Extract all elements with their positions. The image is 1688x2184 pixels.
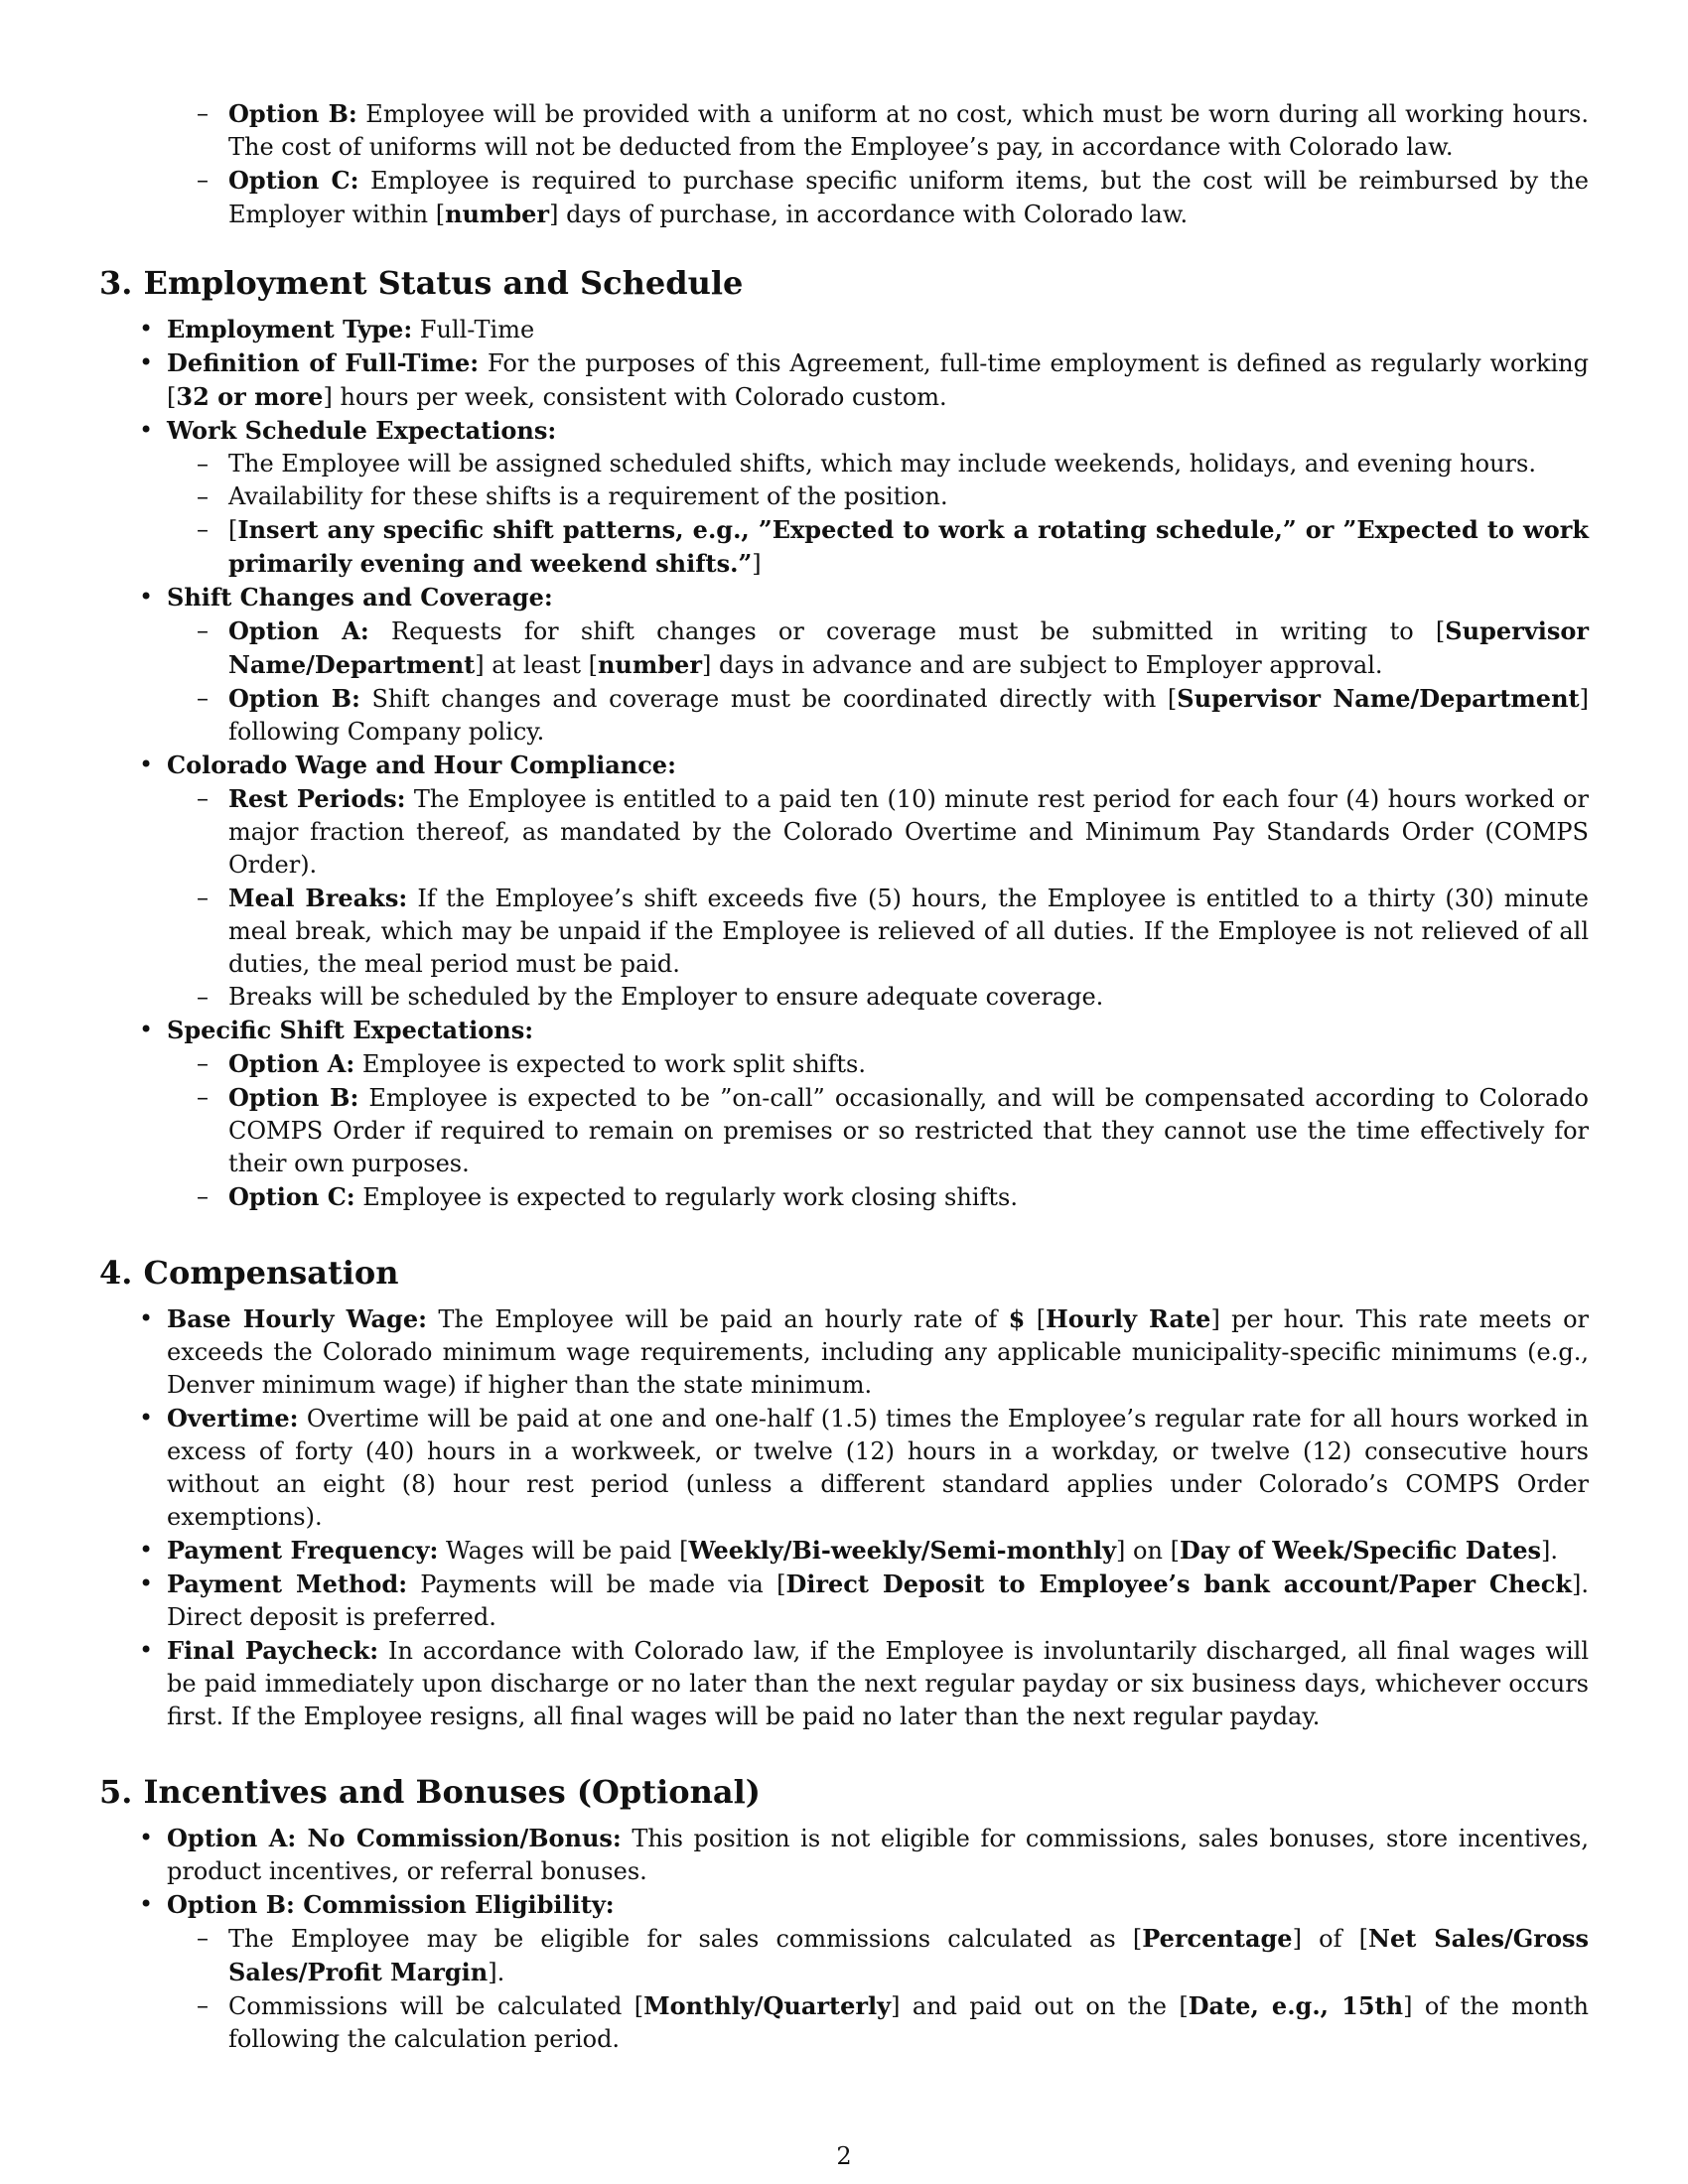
section-list — [99, 313, 1589, 1214]
text-run: Employee is expected to regularly work closing shifts. — [354, 1183, 1018, 1211]
text-run: Shift changes and coverage must be coordinated directly with [ — [359, 685, 1178, 713]
section-list — [99, 1302, 1589, 1733]
text-run: Wages will be paid [ — [438, 1537, 689, 1565]
text-run: ]. — [1540, 1537, 1558, 1565]
sub-bullet-item — [99, 1922, 1589, 1989]
text-run: The Employee may be eligible for sales commissions calculated as [ — [228, 1925, 1143, 1953]
sub-list — [99, 782, 1589, 1014]
bold-text: Option B: — [228, 1083, 359, 1112]
text-run: ] hours per week, consistent with Colorado custom. — [323, 383, 947, 411]
bold-text: Base Hourly Wage: — [167, 1304, 427, 1333]
bold-text: Net Sales/Gross Sales/Profit Margin — [228, 1924, 1589, 1986]
sub-bullet-item — [99, 1081, 1589, 1180]
bold-text: Payment Frequency: — [167, 1536, 439, 1565]
bold-text: Day of Week/Specific Dates — [1179, 1536, 1541, 1565]
text-run: Employee is required to purchase specific uniform items, but the cost will be reimbursed by the Employer within [ — [228, 167, 1589, 228]
section-heading: 3. Employment Status and Schedule — [99, 264, 744, 302]
text-run: In accordance with Colorado law, if the Employee is involuntarily discharged, all final wages will be paid immediately upon discharge or no later than the next regular payday or six business days, whichever occurs first. If the Employee resigns, all final wages will be paid no later than the next regular payday. — [167, 1637, 1590, 1730]
text-run: Availability for these shifts is a requirement of the position. — [228, 482, 948, 510]
bold-text: Insert any specific shift patterns, e.g., ”Expected to work a rotating schedule,” or ”Expected to work primarily evening and weekend shifts.” — [228, 515, 1589, 578]
bold-text: Employment Type: — [167, 315, 413, 343]
text-run: Full-Time — [412, 316, 535, 343]
bold-text: 32 or more — [176, 382, 324, 411]
text-run: The Employee will be assigned scheduled shifts, which may include weekends, holidays, and evening hours. — [228, 450, 1536, 478]
sub-bullet-item — [99, 782, 1589, 882]
section-heading: 4. Compensation — [99, 1254, 399, 1292]
page-number: 2 — [836, 2142, 852, 2170]
text-run: ] at least [ — [475, 651, 598, 679]
bullet-item — [99, 1568, 1589, 1634]
bold-text: Work Schedule Expectations: — [167, 416, 557, 445]
bold-text: Option A: — [228, 616, 369, 645]
section-list — [99, 1822, 1589, 2056]
bullet-item — [99, 1634, 1589, 1733]
text-run: This position is not eligible for commissions, sales bonuses, store incentives, product incentives, or referral bonuses. — [167, 1825, 1590, 1885]
text-run: Overtime will be paid at one and one-half (1.5) times the Employee’s regular rate for all hours worked in excess of forty (40) hours in a workweek, or twelve (12) hours in a workday, or twelve (12) consecutive hours without an eight (8) hour rest period (unless a different standard applies under Colorado’s COMPS Order exemptions). — [167, 1405, 1589, 1531]
text-run: Breaks will be scheduled by the Employer to ensure adequate coverage. — [228, 983, 1104, 1011]
bold-text: Direct Deposit to Employee’s bank account/Paper Check — [785, 1570, 1572, 1598]
bold-text: Percentage — [1142, 1924, 1293, 1953]
text-run: ] of [ — [1292, 1925, 1369, 1953]
bold-text: Option C: — [228, 1182, 355, 1211]
bold-text: Monthly/Quarterly — [643, 1991, 892, 2020]
bold-text: Supervisor Name/Department — [1177, 684, 1580, 713]
text-run: ] days of purchase, in accordance with Colorado law. — [549, 201, 1189, 228]
sub-bullet-item — [99, 448, 1589, 480]
bullet-item — [99, 1534, 1589, 1568]
bold-text: Meal Breaks: — [228, 884, 408, 912]
text-run: ] following Company policy. — [228, 685, 1589, 746]
sub-list — [99, 614, 1589, 749]
text-run: Payments will be made via [ — [407, 1570, 786, 1598]
sub-bullet-item — [99, 1047, 1589, 1081]
bullet-item — [99, 313, 1589, 346]
bullet-item — [99, 1014, 1589, 1047]
bold-text: Option B: Commission Eligibility: — [167, 1890, 615, 1919]
bold-text: Payment Method: — [167, 1570, 408, 1598]
text-run: If the Employee’s shift exceeds five (5) hours, the Employee is entitled to a thirty (30) minute meal break, which may be unpaid if the Employee is relieved of all duties. If the Employee is not relieved of all duties, the meal period must be paid. — [228, 885, 1589, 978]
document-page — [99, 97, 1589, 2056]
bullet-item — [99, 1888, 1589, 1922]
bullet-item — [99, 1302, 1589, 1402]
text-run: Employee is expected to be ”on-call” occasionally, and will be compensated according to Colorado COMPS Order if required to remain on premises or so restricted that they cannot use the time effectively for their own purposes. — [228, 1084, 1589, 1177]
sub-bullet-item — [99, 882, 1589, 981]
text-run: ] days in advance and are subject to Employer approval. — [701, 651, 1383, 679]
bold-text: Date, e.g., 15th — [1188, 1991, 1404, 2020]
text-run: The Employee is entitled to a paid ten (10) minute rest period for each four (4) hours worked or major fraction thereof, as mandated by the Colorado Overtime and Minimum Pay Standards Order (COMPS Order). — [228, 785, 1590, 879]
bullet-item — [99, 1402, 1589, 1534]
sub-bullet-item — [99, 981, 1589, 1014]
bold-text: Option B: — [228, 99, 357, 128]
text-run: For the purposes of this Agreement, full-time employment is defined as regularly working [ — [167, 349, 1589, 411]
bold-text: Specific Shift Expectations: — [167, 1016, 534, 1044]
sub-bullet-item — [99, 1989, 1589, 2056]
text-run: The Employee will be paid an hourly rate of — [426, 1305, 1009, 1333]
sections-container — [99, 263, 1589, 2056]
bold-text: Final Paycheck: — [167, 1636, 379, 1665]
text-run: Requests for shift changes or coverage must be submitted in writing to [ — [368, 617, 1446, 645]
sub-bullet-item — [99, 164, 1589, 231]
sub-list — [99, 448, 1589, 581]
bold-text: Option A: — [228, 1049, 355, 1078]
text-run: Commissions will be calculated [ — [228, 1992, 644, 2020]
bold-text: Shift Changes and Coverage: — [167, 583, 553, 612]
bold-text: Colorado Wage and Hour Compliance: — [167, 751, 676, 779]
text-run: ] and paid out on the [ — [891, 1992, 1189, 2020]
text-run: ]. Direct deposit is preferred. — [167, 1570, 1589, 1631]
sub-bullet-item — [99, 1180, 1589, 1214]
bullet-item — [99, 749, 1589, 782]
bullet-item — [99, 581, 1589, 614]
section-heading: 5. Incentives and Bonuses (Optional) — [99, 1773, 761, 1811]
text-run: ]. — [488, 1959, 505, 1986]
text-run: ] — [752, 550, 762, 578]
text-run: [ — [1025, 1305, 1047, 1333]
text-run: Employee will be provided with a uniform at no cost, which must be worn during all working hours. The cost of uniforms will not be deducted from the Employee’s pay, in accordance with Colorado law. — [228, 100, 1589, 161]
bold-text: Weekly/Bi-weekly/Semi-monthly — [688, 1536, 1117, 1565]
text-run: Employee is expected to work split shifts. — [354, 1050, 866, 1078]
text-run: ] of the month following the calculation period. — [228, 1992, 1590, 2053]
text-run: [ — [228, 516, 238, 544]
bold-text: number — [597, 650, 702, 679]
sub-bullet-item — [99, 97, 1589, 164]
bold-text: Definition of Full-Time: — [167, 348, 480, 377]
bold-text: Supervisor Name/Department — [228, 616, 1589, 679]
section-2-continuation — [99, 97, 1589, 231]
bold-text: Option A: No Commission/Bonus: — [167, 1824, 622, 1852]
bold-text: Overtime: — [167, 1404, 299, 1433]
bullet-item — [99, 414, 1589, 448]
sub-bullet-item — [99, 682, 1589, 749]
bold-text: Option C: — [228, 166, 359, 195]
bullet-item — [99, 346, 1589, 414]
sub-list — [99, 1047, 1589, 1214]
sub-bullet-item — [99, 513, 1589, 581]
bullet-item — [99, 1822, 1589, 1888]
sub-bullet-item — [99, 480, 1589, 513]
bold-text: number — [445, 200, 550, 228]
sub-list — [99, 1922, 1589, 2056]
bold-text: Option B: — [228, 684, 360, 713]
text-run: ] on [ — [1116, 1537, 1180, 1565]
bold-text: Rest Periods: — [228, 784, 406, 813]
bold-text: $ — [1008, 1304, 1026, 1333]
sub-bullet-item — [99, 614, 1589, 682]
text-run: ] per hour. This rate meets or exceeds the Colorado minimum wage requirements, including any applicable municipality-specific minimums (e.g., Denver minimum wage) if higher than the state minimum. — [167, 1305, 1589, 1399]
bold-text: Hourly Rate — [1046, 1304, 1211, 1333]
